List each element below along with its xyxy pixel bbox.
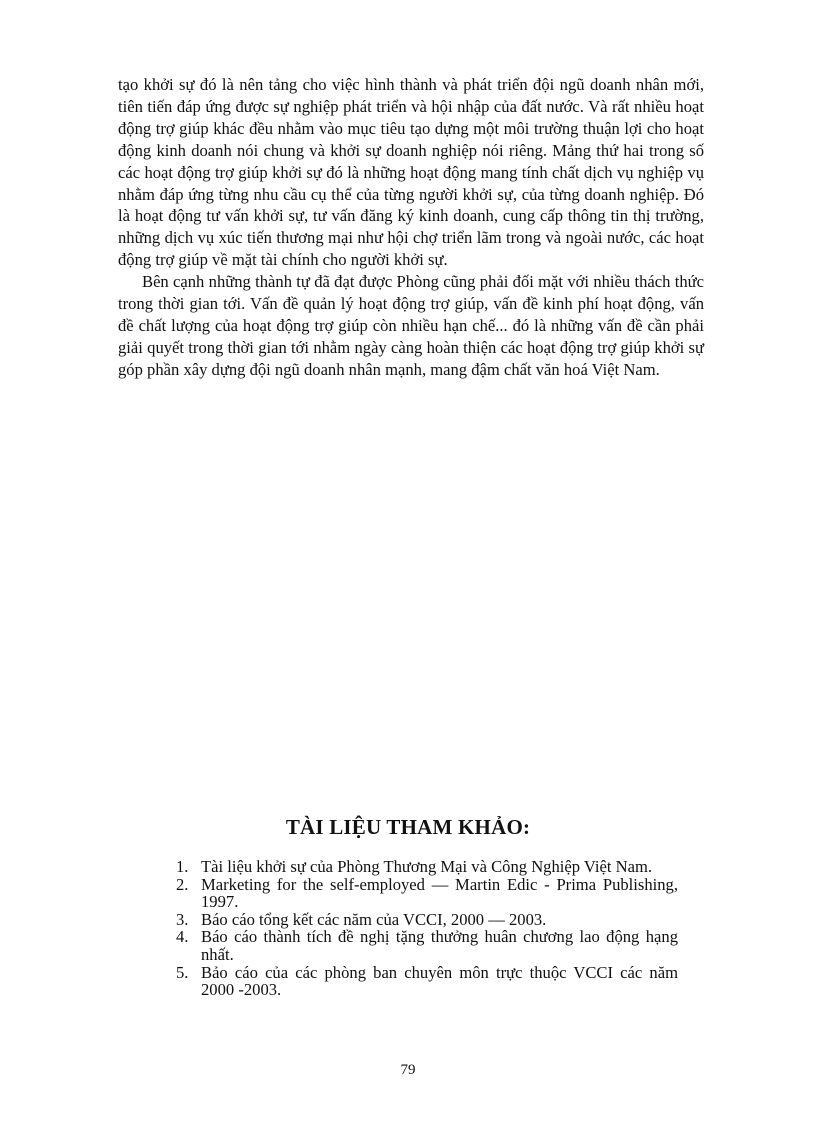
reference-item <box>176 858 678 876</box>
reference-number: 2. <box>176 874 189 894</box>
reference-item <box>176 876 678 911</box>
reference-item <box>176 911 678 929</box>
references-list <box>176 858 678 999</box>
reference-number: 1. <box>176 857 189 876</box>
paragraph-2: Bên cạnh những thành tự đã đạt được Phòng cũng phải đối mặt với nhiều thách thức trong thời gian tới. Vấn đề quản lý hoạt động trợ giúp, vấn đề kinh phí hoạt động, vấn đề chất lượng của hoạt động trợ giúp còn nhiều hạn chế... đó là những vấn đề cần phải giải quyết trong thời gian tới nhằm ngày càng hoàn thiện các hoạt động trợ giúp khởi sự góp phần xây dựng đội ngũ doanh nhân mạnh, mang đậm chất văn hoá Việt Nam. <box>118 272 704 379</box>
reference-text: Báo cáo tổng kết các năm của VCCI, 2000 — 2003. <box>201 909 547 929</box>
reference-number: 4. <box>176 927 189 947</box>
reference-number: 3. <box>176 909 189 929</box>
reference-text: Marketing for the self-employed — Martin Edic - Prima Publishing, 1997. <box>201 874 678 912</box>
references-heading: TÀI LIỆU THAM KHẢO: <box>285 815 531 839</box>
page-number: 79 <box>400 1062 416 1078</box>
reference-text: Bảo cáo của các phòng ban chuyên môn trực thuộc VCCI các năm 2000 -2003. <box>201 962 678 1000</box>
body-text <box>118 74 704 381</box>
reference-number: 5. <box>176 962 189 982</box>
reference-text: Tài liệu khởi sự của Phòng Thương Mại và Công Nghiệp Việt Nam. <box>201 857 653 876</box>
reference-item <box>176 964 678 999</box>
reference-item <box>176 928 678 963</box>
paragraph-1: tạo khởi sự đó là nên tảng cho việc hình thành và phát triển đội ngũ doanh nhân mới, tiên tiến đáp ứng được sự nghiệp phát triển và hội nhập của đất nước. Và rất nhiều hoạt động trợ giúp khác đều nhằm vào mục tiêu tạo dựng một môi trường thuận lợi cho hoạt động kinh doanh nói chung và khởi sự doanh nghiệp nói riêng. Mảng thứ hai trong số các hoạt động trợ giúp khởi sự đó là những hoạt động mang tính chất dịch vụ nghiệp vụ nhằm đáp ứng từng nhu cầu cụ thể của từng người khởi sự, của từng doanh nghiệp. Đó là hoạt động tư vấn khởi sự, tư vấn đăng ký kinh doanh, cung cấp thông tin thị trường, những dịch vụ xúc tiến thương mại như hội chợ triển lãm trong và ngoài nước, các hoạt động trợ giúp về mặt tài chính cho người khởi sự. <box>118 75 704 270</box>
reference-text: Báo cáo thành tích đề nghị tặng thưởng huân chương lao động hạng nhất. <box>201 927 678 964</box>
